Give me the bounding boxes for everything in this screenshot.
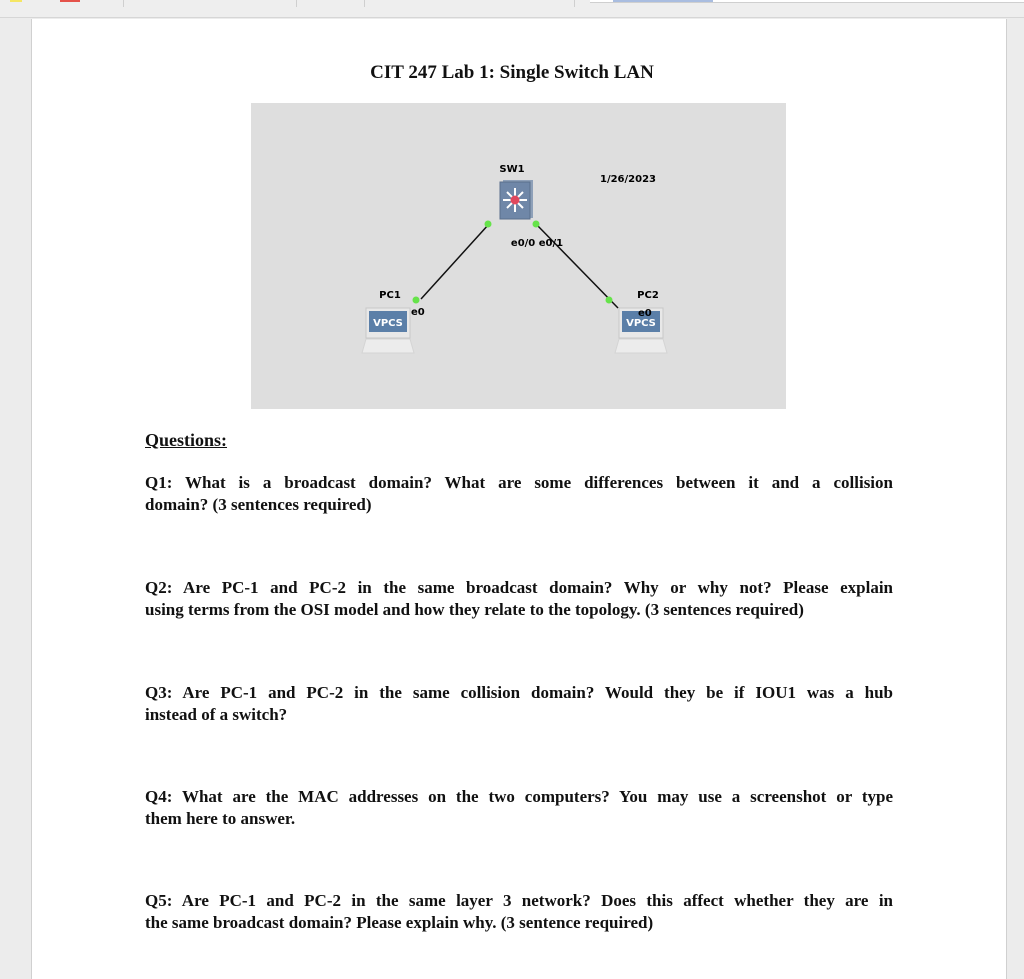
- toolbar-divider: [296, 0, 297, 7]
- question-line: Q2: Are PC-1 and PC-2 in the same broadcast domain? Why or why not? Please explain: [145, 578, 893, 597]
- color-swatch-yellow[interactable]: [10, 0, 22, 2]
- question-line: Q5: Are PC-1 and PC-2 in the same layer 3 network? Does this affect whether they are in: [145, 891, 893, 910]
- toolbar: [0, 0, 1024, 18]
- network-topology-diagram: [251, 103, 786, 409]
- toolbar-field-selection: [613, 0, 713, 2]
- toolbar-divider: [574, 0, 575, 7]
- question-2: [145, 577, 893, 621]
- toolbar-divider: [364, 0, 365, 7]
- pc2-vpcs-label: VPCS: [626, 318, 656, 329]
- question-5: [145, 890, 893, 934]
- pc2-port-label: e0: [638, 308, 652, 319]
- document-title: CIT 247 Lab 1: Single Switch LAN: [370, 62, 654, 83]
- link-status-dot: [485, 221, 492, 228]
- link-sw1-pc2: [536, 224, 618, 308]
- question-line: Q1: What is a broadcast domain? What are some differences between it and a collision: [145, 473, 893, 492]
- date-label: 1/26/2023: [599, 174, 657, 185]
- switch-label: SW1: [499, 164, 525, 175]
- question-line: the same broadcast domain? Please explain why. (3 sentence required): [145, 913, 654, 932]
- questions-heading: Questions:: [145, 430, 228, 450]
- link-status-dot: [606, 297, 613, 304]
- question-line: using terms from the OSI model and how they relate to the topology. (3 sentences required): [145, 600, 804, 619]
- pc1-computer-icon[interactable]: [362, 308, 414, 353]
- question-line: Q4: What are the MAC addresses on the two computers? You may use a screenshot or type: [145, 787, 893, 806]
- link-status-dot: [533, 221, 540, 228]
- question-4: [145, 786, 893, 830]
- pc1-label: PC1: [379, 290, 401, 301]
- link-pc1-sw1: [421, 224, 489, 299]
- pc1-port-label: e0: [411, 307, 425, 318]
- color-swatch-red[interactable]: [60, 0, 80, 2]
- question-3: [145, 682, 893, 726]
- toolbar-divider: [123, 0, 124, 7]
- question-line: Q3: Are PC-1 and PC-2 in the same collision domain? Would they be if IOU1 was a hub: [145, 683, 893, 702]
- pc2-label: PC2: [637, 290, 659, 301]
- link-status-dot: [413, 297, 420, 304]
- switch-icon[interactable]: [500, 180, 533, 219]
- question-1: [145, 472, 893, 516]
- question-line: domain? (3 sentences required): [145, 495, 372, 514]
- switch-ports-label: e0/0 e0/1: [510, 238, 564, 249]
- question-line: instead of a switch?: [145, 705, 288, 724]
- question-line: them here to answer.: [145, 809, 296, 828]
- pc1-vpcs-label: VPCS: [373, 318, 403, 329]
